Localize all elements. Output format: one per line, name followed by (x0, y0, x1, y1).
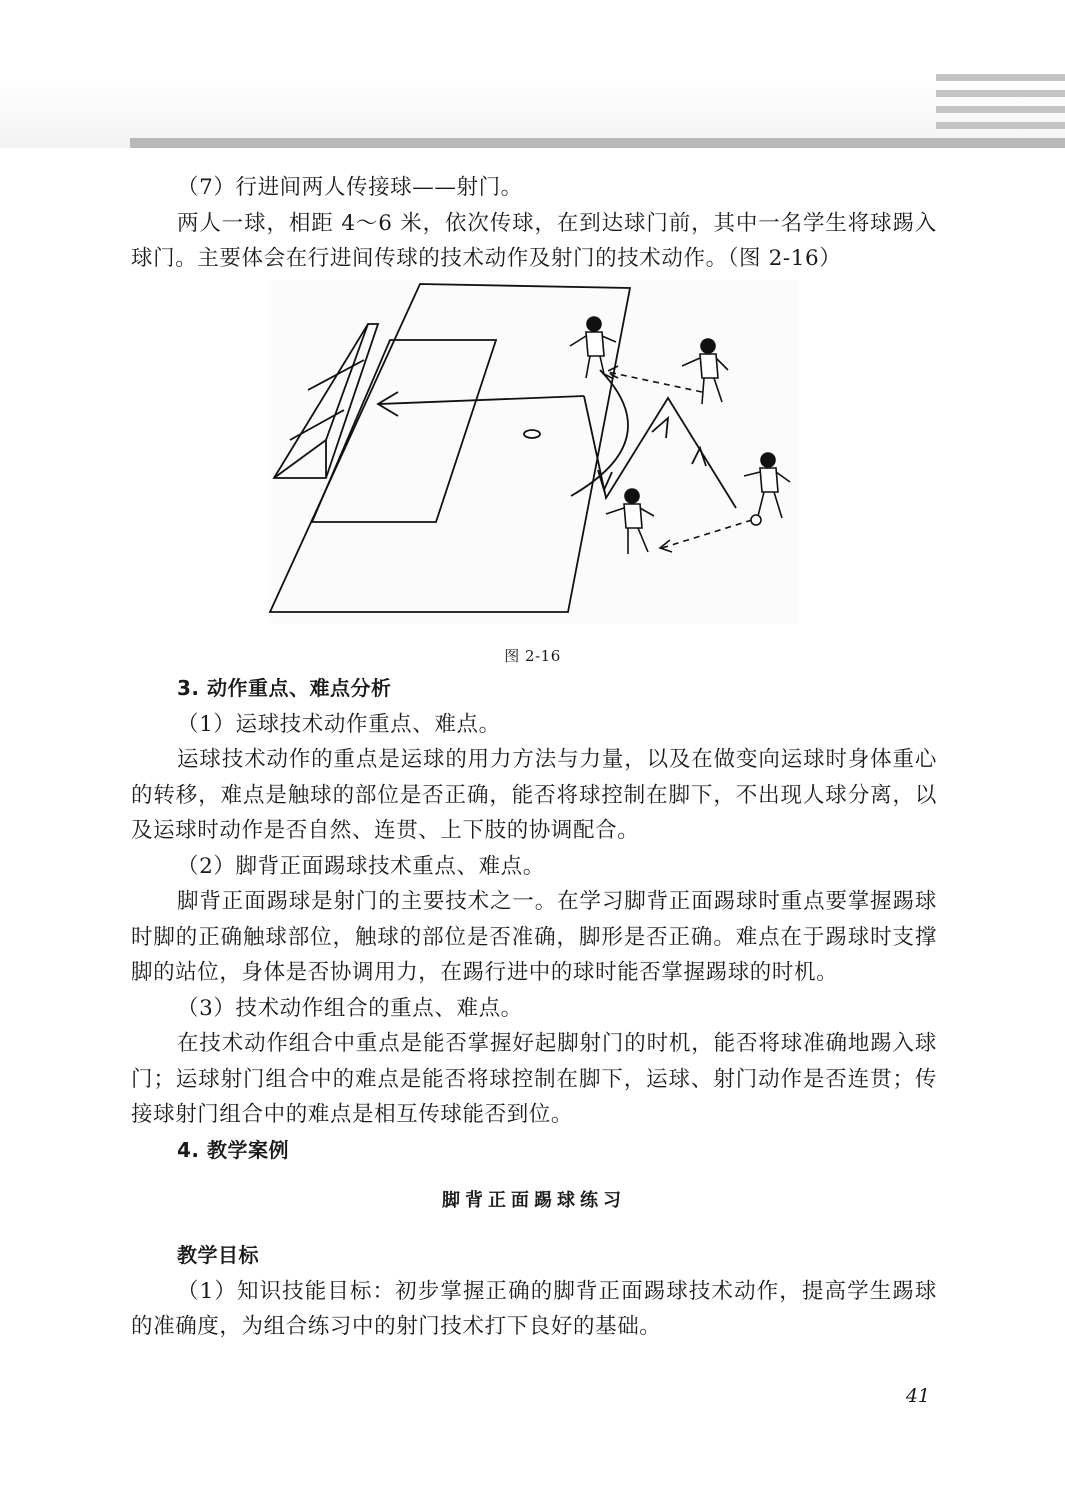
intro-text-block (131, 170, 937, 277)
paragraph-instep-kick: 脚背正面踢球是射门的主要技术之一。在学习脚背正面踢球时重点要掌握踢球时脚的正确触球部位，触球的部位是否准确，脚形是否正确。难点在于踢球时支撑脚的站位，身体是否协调用力，在踢行进中的球时能否掌握踢球的时机。 (131, 889, 937, 985)
section-3-heading: 3. 动作重点、难点分析 (177, 676, 392, 700)
goal-paragraph: （1）知识技能目标：初步掌握正确的脚背正面踢球技术动作，提高学生踢球的准确度，为组合练习中的射门技术打下良好的基础。 (131, 1278, 937, 1339)
section-4-heading: 4. 教学案例 (177, 1137, 289, 1162)
subheading-7: （7）行进间两人传接球——射门。 (177, 175, 523, 200)
header-stripes (936, 74, 1065, 132)
passing-shooting-diagram (268, 280, 798, 624)
subheading-3: （3）技术动作组合的重点、难点。 (177, 995, 523, 1021)
subheading-1: （1）运球技术动作重点、难点。 (177, 711, 501, 737)
ball (751, 515, 761, 525)
teaching-goal (131, 1238, 937, 1345)
subheading-2: （2）脚背正面踢球技术重点、难点。 (177, 853, 545, 879)
case-title: 脚背正面踢球练习 (442, 1190, 626, 1211)
goal-heading: 教学目标 (177, 1243, 259, 1267)
paragraph-combination: 在技术动作组合中重点是能否掌握好起脚射门的时机，能否将球准确地踢入球门；运球射门组合中的难点是能否将球控制在脚下，运球、射门动作是否连贯；传接球射门组合中的难点是相互传球能否到位。 (131, 1031, 937, 1127)
figure-caption: 图 2-16 (504, 647, 561, 665)
figure-2-16 (268, 280, 798, 624)
paragraph-dribbling: 运球技术动作的重点是运球的用力方法与力量，以及在做变向运球时身体重心的转移，难点是触球的部位是否正确，能否将球控制在脚下，不出现人球分离，以及运球时动作是否自然、连贯、上下肢的协调配合。 (131, 747, 937, 843)
teaching-case (131, 1186, 937, 1212)
section-3 (131, 671, 937, 1168)
header-rule (130, 138, 1065, 148)
page-number: 41 (905, 1385, 930, 1407)
paragraph-drill-description: 两人一球，相距 4～6 米，依次传球，在到达球门前，其中一名学生将球踢入球门。主要体会在行进间传球的技术动作及射门的技术动作。（图 2-16） (131, 210, 937, 271)
